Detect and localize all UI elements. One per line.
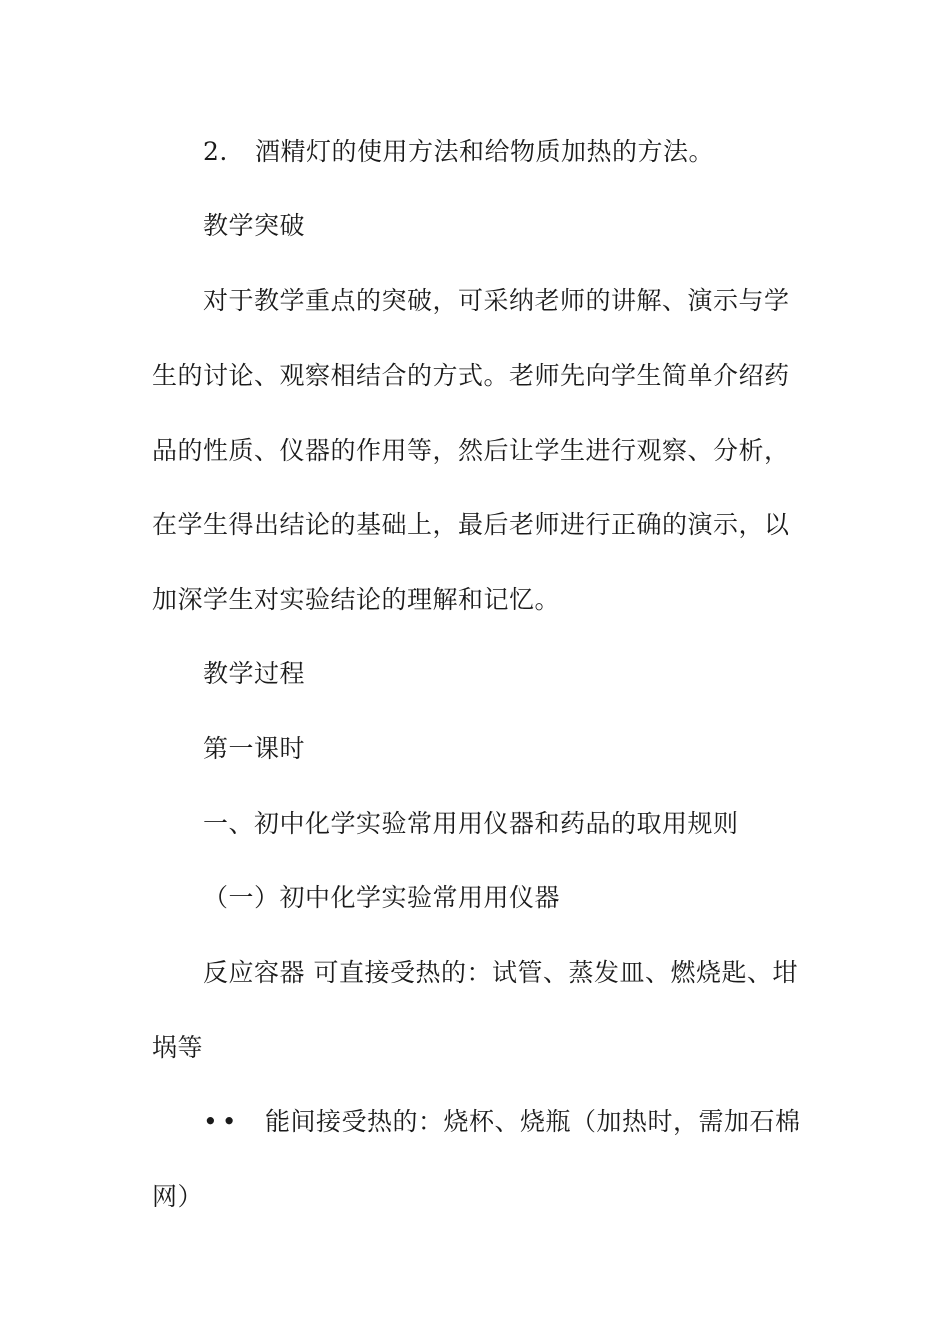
list-item-text: 酒精灯的使用方法和给物质加热的方法。 xyxy=(255,137,715,166)
paragraph-line: 在学生得出结论的基础上，最后老师进行正确的演示，以 xyxy=(152,510,790,539)
paragraph-line-text: 能间接受热的：烧杯、烧瓶（加热时，需加石棉 xyxy=(265,1107,801,1136)
paragraph-line: 反应容器 可直接受热的：试管、蒸发皿、燃烧匙、坩 xyxy=(203,958,798,987)
paragraph-line: 对于教学重点的突破，可采纳老师的讲解、演示与学 xyxy=(203,286,790,315)
heading-teaching-process: 教学过程 xyxy=(203,659,306,688)
heading-first-lesson: 第一课时 xyxy=(203,734,306,763)
paragraph-line: 网） xyxy=(152,1182,204,1211)
subsection-title: （一）初中化学实验常用用仪器 xyxy=(203,883,561,912)
bullet-dots: •• xyxy=(203,1107,241,1136)
paragraph-line: 埚等 xyxy=(152,1033,204,1062)
paragraph-line: 生的讨论、观察相结合的方式。老师先向学生简单介绍药 xyxy=(152,361,790,390)
heading-teaching-breakthrough: 教学突破 xyxy=(203,211,306,240)
list-item-number: 2. xyxy=(203,137,228,166)
list-item-2 xyxy=(203,136,714,168)
paragraph-line: 品的性质、仪器的作用等，然后让学生进行观察、分析， xyxy=(152,436,790,465)
paragraph-line xyxy=(203,1106,801,1138)
paragraph-line: 加深学生对实验结论的理解和记忆。 xyxy=(152,585,561,614)
section-title: 一、初中化学实验常用用仪器和药品的取用规则 xyxy=(203,809,739,838)
